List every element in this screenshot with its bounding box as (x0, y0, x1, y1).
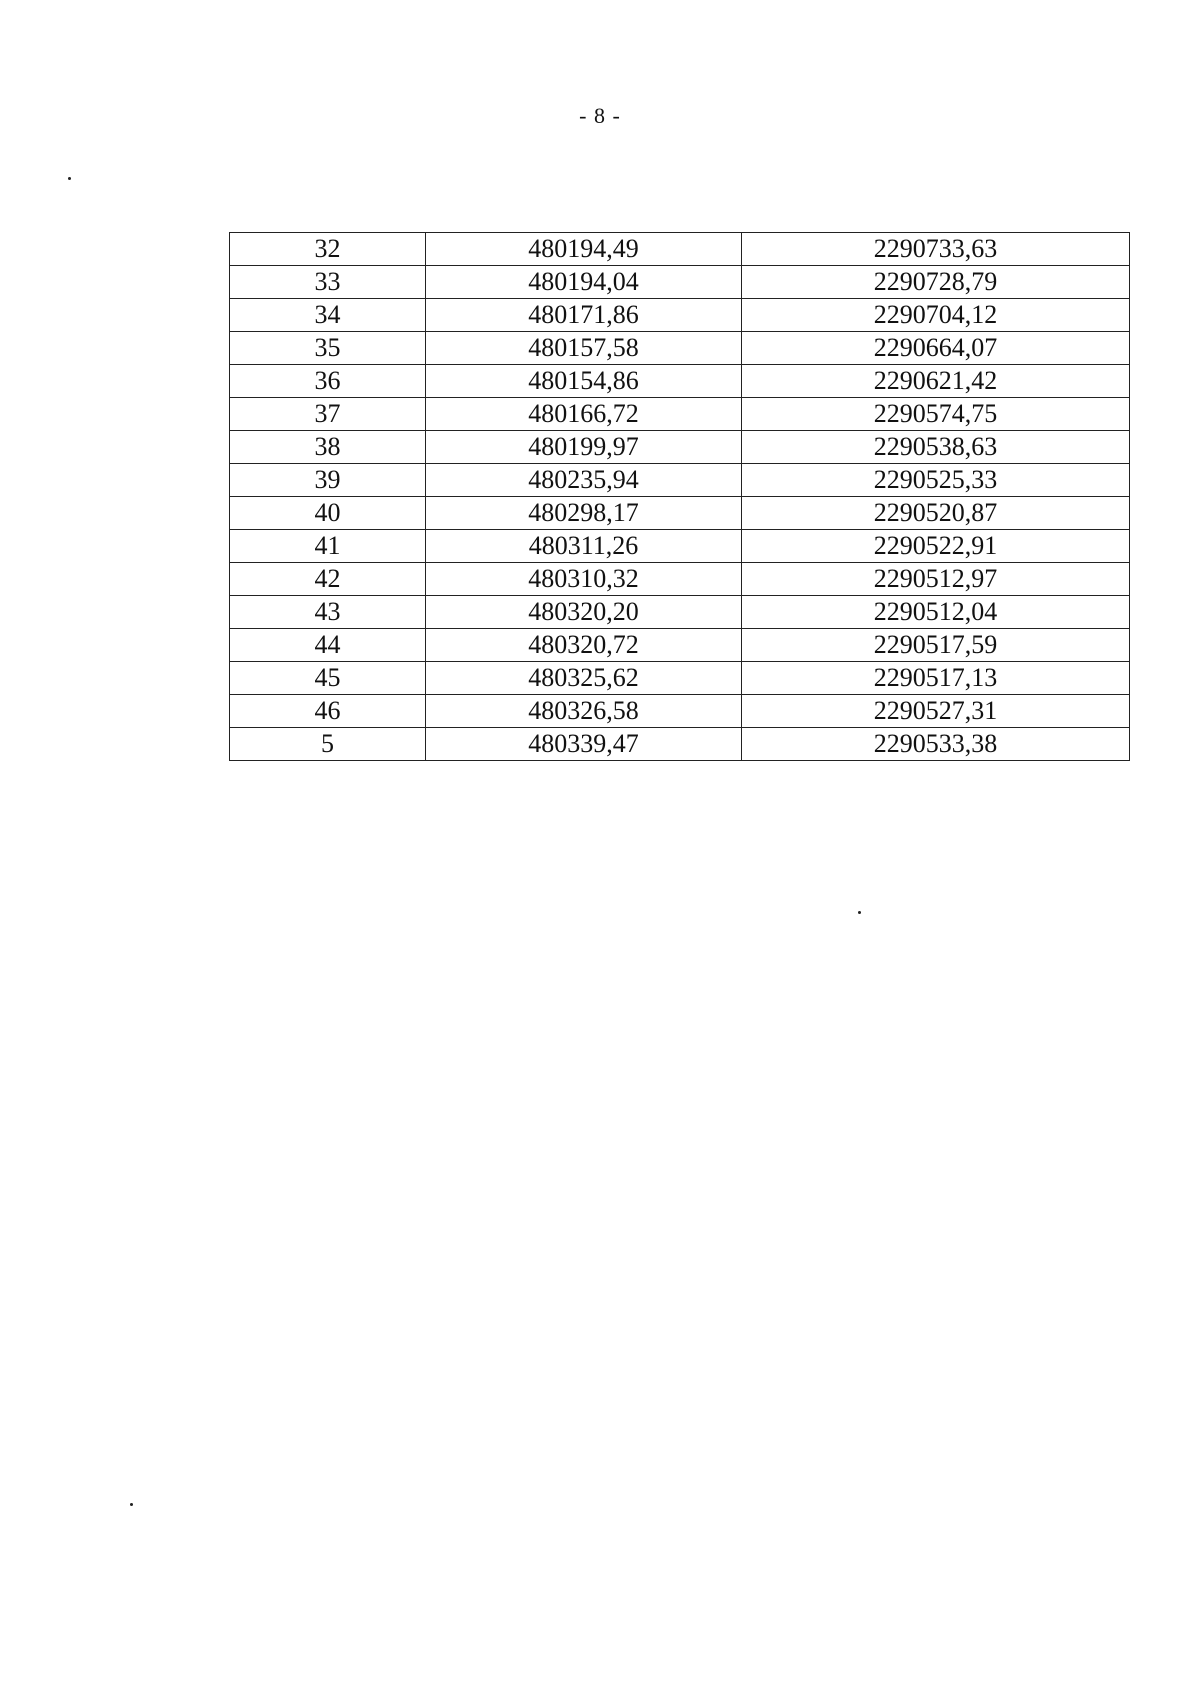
point-number-cell: 43 (230, 596, 426, 629)
point-number-cell: 42 (230, 563, 426, 596)
point-number-cell: 40 (230, 497, 426, 530)
point-number-cell: 38 (230, 431, 426, 464)
table-row (230, 596, 1130, 629)
y-coordinate-cell: 2290512,97 (742, 563, 1130, 596)
x-coordinate-cell: 480310,32 (426, 563, 742, 596)
x-coordinate-cell: 480194,49 (426, 233, 742, 266)
table-row (230, 398, 1130, 431)
page-number: - 8 - (579, 103, 621, 128)
x-coordinate-cell: 480320,72 (426, 629, 742, 662)
table-row (230, 332, 1130, 365)
point-number-cell: 41 (230, 530, 426, 563)
coordinates-table (229, 232, 1130, 761)
y-coordinate-cell: 2290525,33 (742, 464, 1130, 497)
table-row (230, 530, 1130, 563)
table-row (230, 497, 1130, 530)
y-coordinate-cell: 2290533,38 (742, 728, 1130, 761)
x-coordinate-cell: 480194,04 (426, 266, 742, 299)
y-coordinate-cell: 2290574,75 (742, 398, 1130, 431)
x-coordinate-cell: 480166,72 (426, 398, 742, 431)
x-coordinate-cell: 480320,20 (426, 596, 742, 629)
y-coordinate-cell: 2290517,59 (742, 629, 1130, 662)
table-row (230, 662, 1130, 695)
table-row (230, 233, 1130, 266)
y-coordinate-cell: 2290520,87 (742, 497, 1130, 530)
scan-speck (130, 1503, 133, 1506)
scan-speck (858, 911, 861, 914)
point-number-cell: 37 (230, 398, 426, 431)
point-number-cell: 35 (230, 332, 426, 365)
point-number-cell: 44 (230, 629, 426, 662)
x-coordinate-cell: 480325,62 (426, 662, 742, 695)
point-number-cell: 5 (230, 728, 426, 761)
y-coordinate-cell: 2290527,31 (742, 695, 1130, 728)
x-coordinate-cell: 480171,86 (426, 299, 742, 332)
point-number-cell: 33 (230, 266, 426, 299)
y-coordinate-cell: 2290664,07 (742, 332, 1130, 365)
y-coordinate-cell: 2290512,04 (742, 596, 1130, 629)
y-coordinate-cell: 2290538,63 (742, 431, 1130, 464)
y-coordinate-cell: 2290733,63 (742, 233, 1130, 266)
table-row (230, 365, 1130, 398)
table-row (230, 728, 1130, 761)
point-number-cell: 46 (230, 695, 426, 728)
y-coordinate-cell: 2290522,91 (742, 530, 1130, 563)
y-coordinate-cell: 2290704,12 (742, 299, 1130, 332)
x-coordinate-cell: 480311,26 (426, 530, 742, 563)
table-row (230, 431, 1130, 464)
x-coordinate-cell: 480199,97 (426, 431, 742, 464)
point-number-cell: 45 (230, 662, 426, 695)
table-row (230, 695, 1130, 728)
table-row (230, 299, 1130, 332)
table-row (230, 266, 1130, 299)
point-number-cell: 32 (230, 233, 426, 266)
x-coordinate-cell: 480326,58 (426, 695, 742, 728)
point-number-cell: 36 (230, 365, 426, 398)
y-coordinate-cell: 2290517,13 (742, 662, 1130, 695)
x-coordinate-cell: 480339,47 (426, 728, 742, 761)
x-coordinate-cell: 480154,86 (426, 365, 742, 398)
x-coordinate-cell: 480298,17 (426, 497, 742, 530)
table-row (230, 563, 1130, 596)
table-row (230, 629, 1130, 662)
x-coordinate-cell: 480235,94 (426, 464, 742, 497)
y-coordinate-cell: 2290728,79 (742, 266, 1130, 299)
scan-speck (68, 177, 71, 180)
table-row (230, 464, 1130, 497)
x-coordinate-cell: 480157,58 (426, 332, 742, 365)
point-number-cell: 39 (230, 464, 426, 497)
coordinates-table-body (230, 233, 1130, 761)
y-coordinate-cell: 2290621,42 (742, 365, 1130, 398)
point-number-cell: 34 (230, 299, 426, 332)
